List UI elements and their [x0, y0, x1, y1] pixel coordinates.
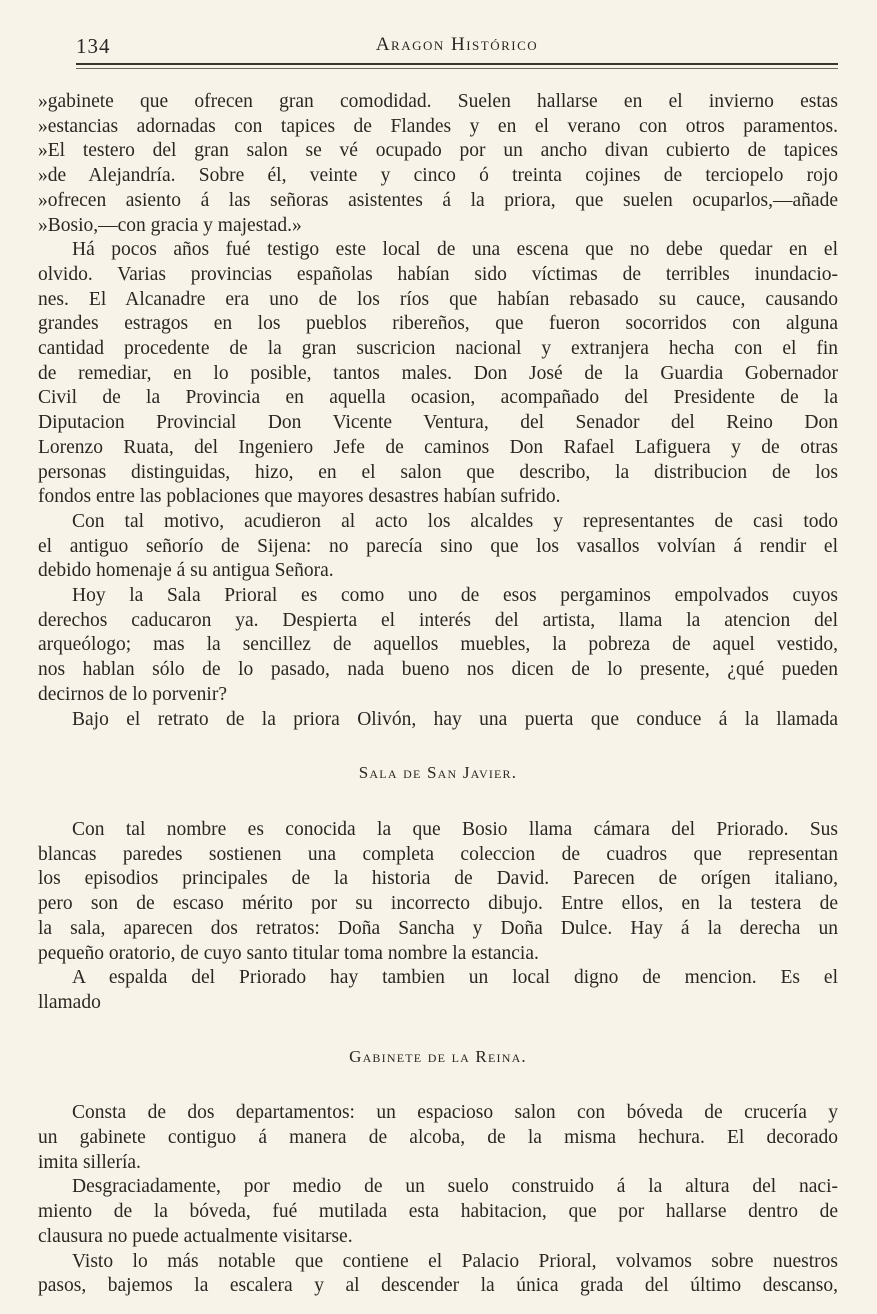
text-line: »estancias adornadas con tapices de Flandes y en el verano con otros paramentos.: [38, 115, 838, 137]
header-rule: [76, 63, 838, 65]
text-line: Visto lo más notable que contiene el Palacio Prioral, volvamos sobre nuestros: [72, 1250, 838, 1272]
text-line: un gabinete contiguo á manera de alcoba, de la misma hechura. El decorado: [38, 1127, 838, 1149]
text-line: Consta de dos departamentos: un espacioso salon con bóveda de crucería y: [72, 1102, 838, 1124]
text-line: »Bosio,—con gracia y majestad.»: [38, 214, 302, 236]
running-title: Aragon Histórico: [375, 34, 539, 55]
text-line: personas distinguidas, hizo, en el salon que describo, la distribucion de los: [38, 461, 838, 483]
text-line: fondos entre las poblaciones que mayores desastres habían sufrido.: [38, 486, 561, 508]
body-text: [38, 90, 838, 1299]
text-line: blancas paredes sostienen una completa coleccion de cuadros que representan: [38, 843, 838, 865]
text-line: pequeño oratorio, de cuyo santo titular toma nombre la estancia.: [38, 942, 539, 964]
text-line: los episodios principales de la historia de David. Parecen de orígen italiano,: [38, 868, 838, 890]
text-line: miento de la bóveda, fué mutilada esta habitacion, que por hallarse dentro de: [38, 1201, 838, 1223]
text-line: Hoy la Sala Prioral es como uno de esos pergaminos empolvados cuyos: [72, 585, 838, 607]
text-line: Desgraciadamente, por medio de un suelo construido á la altura del naci-: [72, 1176, 838, 1198]
text-line: arqueólogo; mas la sencillez de aquellos muebles, la pobreza de aquel vestido,: [38, 634, 838, 656]
paragraph-espalda: [38, 966, 838, 1015]
text-line: nes. El Alcanadre era uno de los ríos que habían rebasado su cauce, causando: [38, 288, 838, 310]
text-line: derechos caducaron ya. Despierta el interés del artista, llama la atencion del: [38, 609, 838, 631]
text-line: la sala, aparecen dos retratos: Doña Sancha y Doña Dulce. Hay á la derecha un: [38, 917, 838, 939]
text-line: de remediar, en lo posible, tantos males. Don José de la Guardia Gobernador: [38, 362, 838, 384]
text-line: »El testero del gran salon se vé ocupado por un ancho divan cubierto de tapices: [38, 140, 838, 162]
text-line: el antiguo señorío de Sijena: no parecía sino que los vasallos volvían á rendir el: [38, 535, 838, 557]
text-line: Diputacion Provincial Don Vicente Ventura, del Senador del Reino Don: [38, 412, 838, 434]
paragraph-gabinete: [38, 1101, 838, 1175]
text-line: pero son de escaso mérito por su incorrecto dibujo. Entre ellos, en la testera de: [38, 893, 838, 915]
text-line: imita sillería.: [38, 1151, 141, 1173]
text-line: »de Alejandría. Sobre él, veinte y cinco ó treinta cojines de terciopelo rojo: [38, 165, 838, 187]
text-line: cantidad procedente de la gran suscricion nacional y extranjera hecha con el fin: [38, 338, 838, 360]
text-line: pasos, bajemos la escalera y al descender la única grada del último descanso,: [38, 1275, 838, 1297]
text-line: Há pocos años fué testigo este local de una escena que no debe quedar en el: [72, 239, 838, 261]
text-line: A espalda del Priorado hay tambien un local digno de mencion. Es el: [72, 967, 838, 989]
text-line: »gabinete que ofrecen gran comodidad. Suelen hallarse en el invierno estas: [38, 91, 838, 112]
text-line: clausura no puede actualmente visitarse.: [38, 1225, 353, 1247]
paragraph-desgraciadamente: [38, 1175, 838, 1249]
paragraph-door: [38, 708, 838, 733]
text-line: debido homenaje á su antigua Señora.: [38, 560, 334, 582]
text-line: olvido. Varias provincias españolas habían sido víctimas de terribles inundacio-: [38, 263, 838, 285]
text-line: Con tal motivo, acudieron al acto los alcaldes y representantes de casi todo: [72, 510, 838, 532]
text-line: Civil de la Provincia en aquella ocasion, acompañado del Presidente de la: [38, 387, 838, 409]
paragraph-flood-relief: [38, 238, 838, 510]
text-line: Con tal nombre es conocida la que Bosio llama cámara del Priorado. Sus: [72, 818, 838, 840]
paragraph-vassals: [38, 510, 838, 584]
text-line: decirnos de lo porvenir?: [38, 683, 227, 705]
text-line: nos hablan sólo de lo pasado, nada bueno nos dicen de lo presente, ¿qué pueden: [38, 659, 838, 681]
paragraph-san-javier: [38, 818, 838, 966]
section-heading-gabinete-de-la-reina: Gabinete de la Reina.: [349, 1046, 527, 1066]
text-line: Lorenzo Ruata, del Ingeniero Jefe de caminos Don Rafael Lafiguera y de otras: [38, 436, 838, 458]
paragraph-sala-prioral: [38, 584, 838, 708]
page-number: 134: [76, 34, 111, 58]
header-rule-thin: [76, 68, 838, 69]
section-heading-sala-de-san-javier: Sala de San Javier.: [358, 763, 518, 783]
running-head: [76, 30, 838, 64]
text-line: »ofrecen asiento á las señoras asistentes á la priora, que suelen ocuparlos,—añade: [38, 189, 838, 211]
text-line: Bajo el retrato de la priora Olivón, hay una puerta que conduce á la llamada: [72, 708, 838, 730]
text-line: grandes estragos en los pueblos ribereños, que fueron socorridos con alguna: [38, 313, 838, 335]
paragraph-quote-continuation: [38, 90, 838, 238]
text-line: llamado: [38, 991, 101, 1013]
paragraph-visto: [38, 1250, 838, 1299]
